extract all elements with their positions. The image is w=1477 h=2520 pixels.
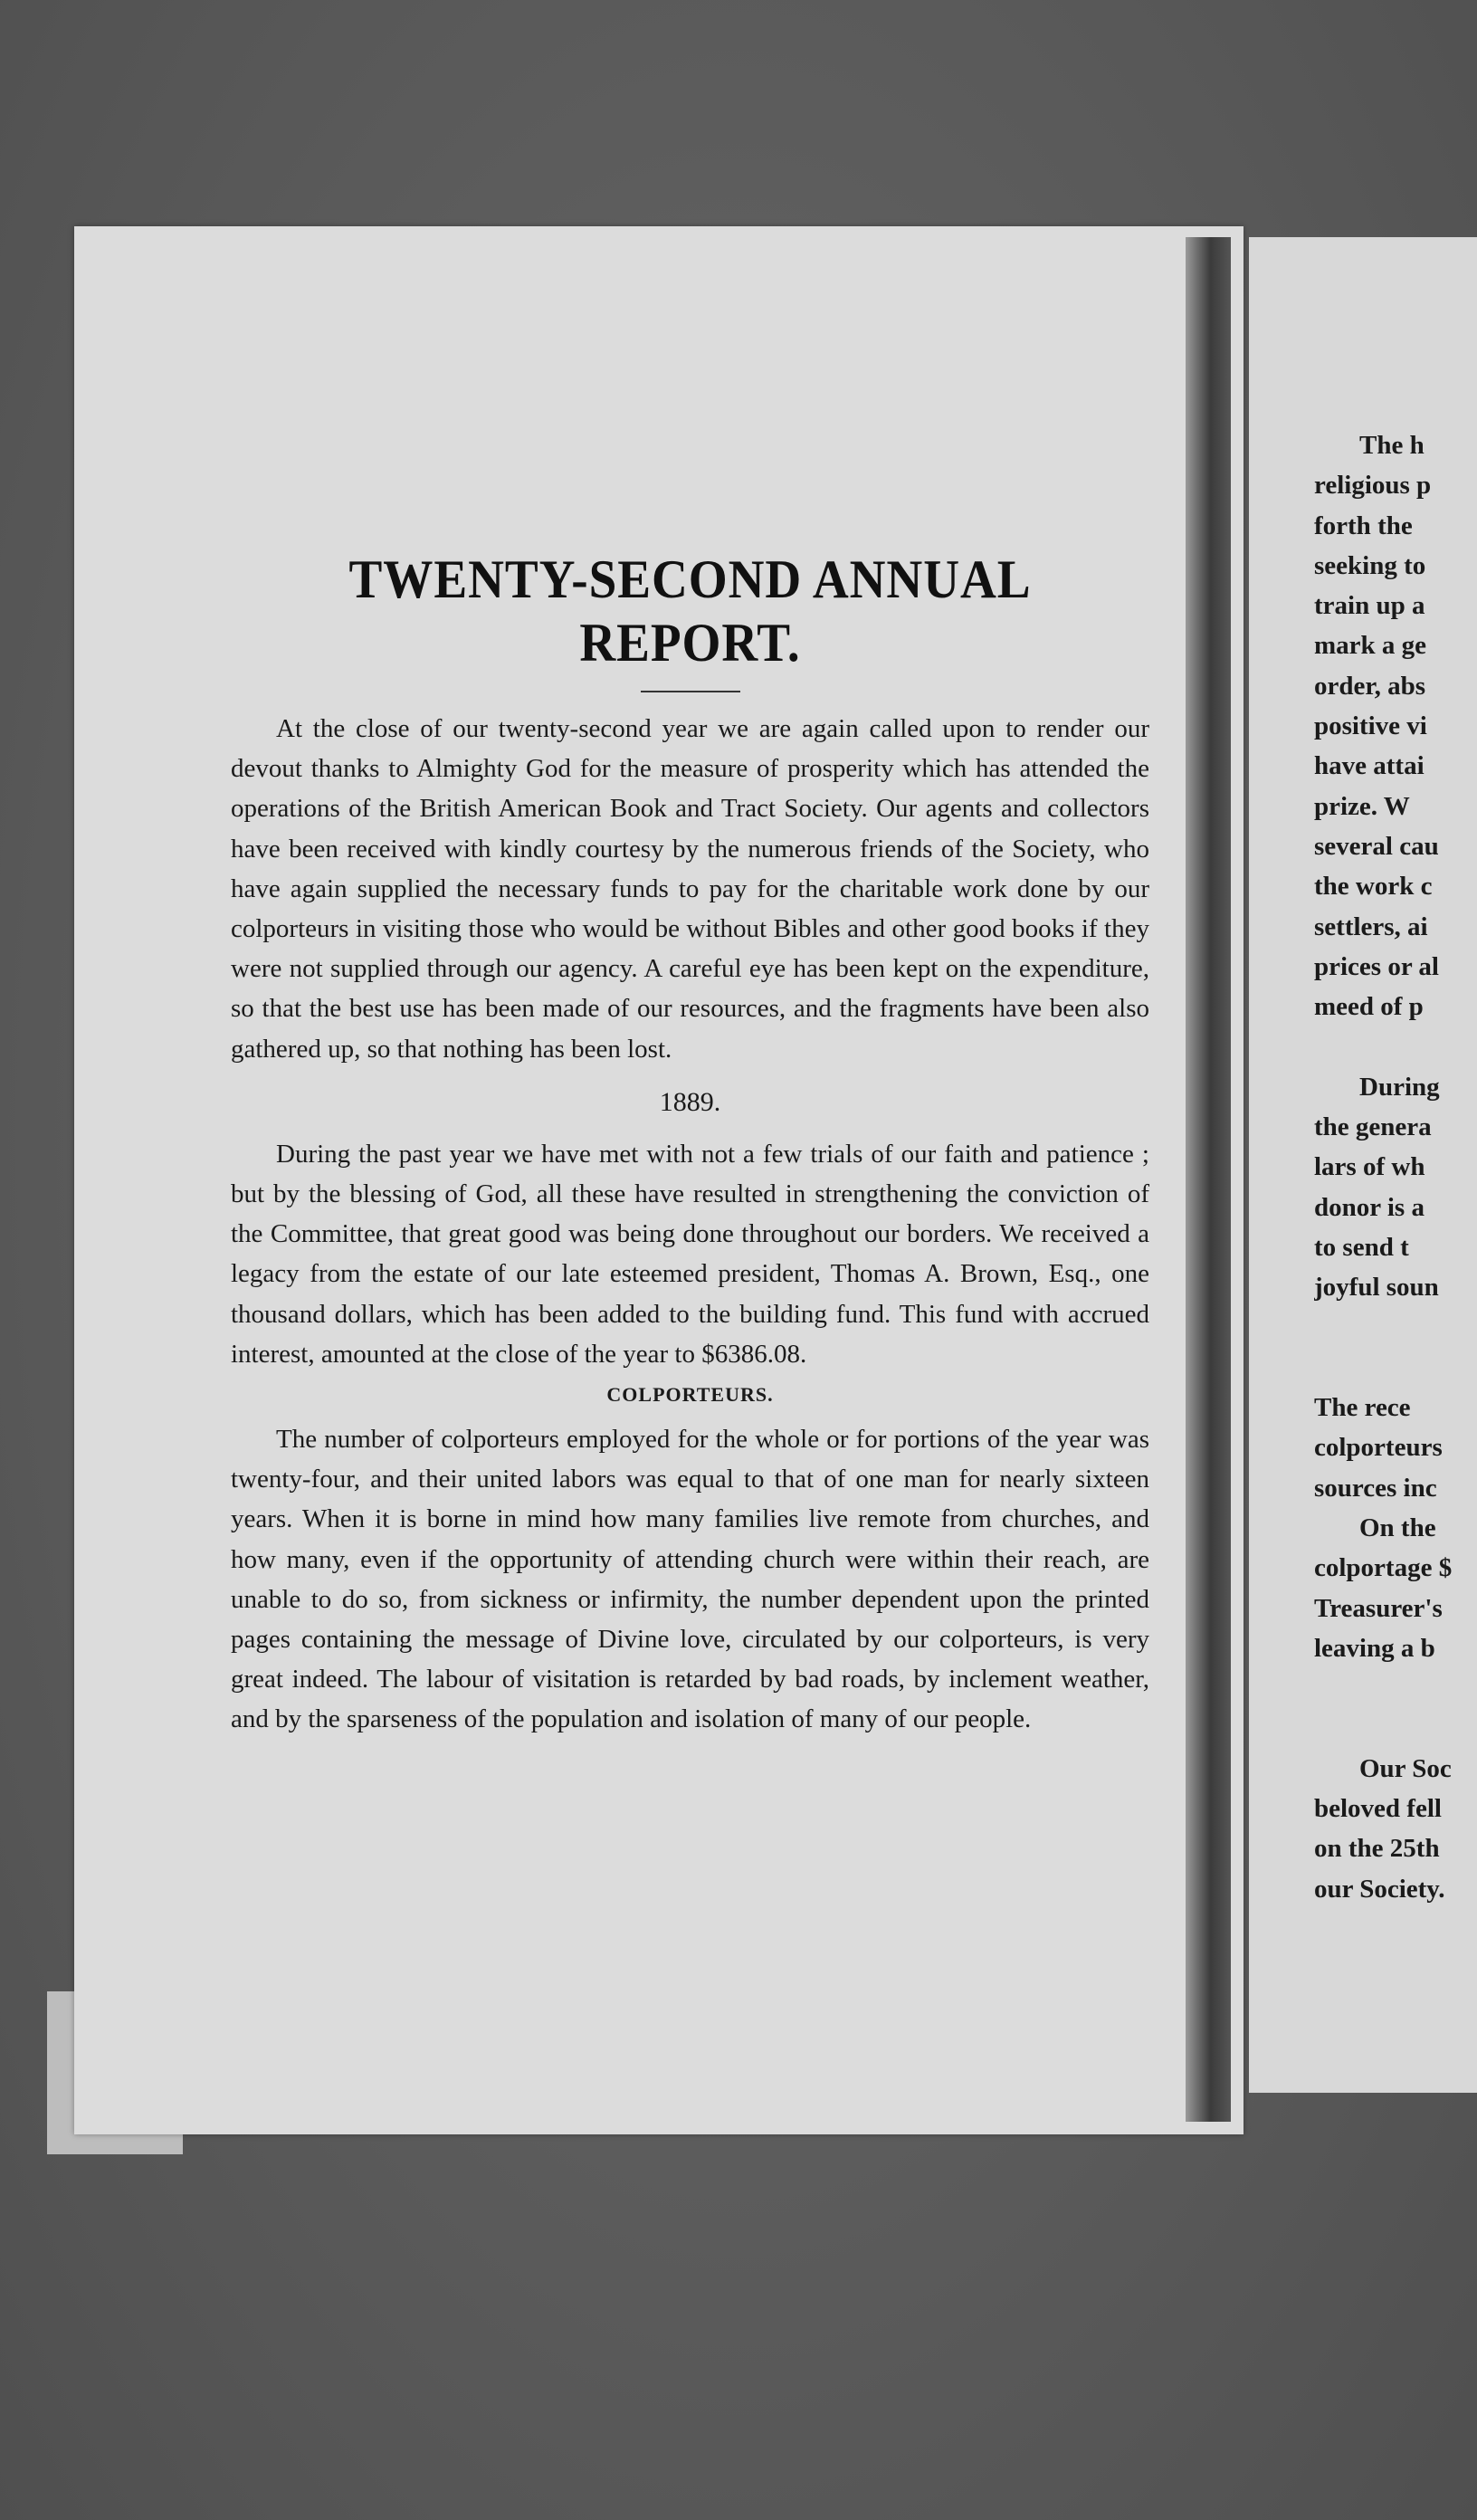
- right-line: positive vi: [1314, 711, 1427, 741]
- right-line: to send t: [1314, 1232, 1409, 1262]
- book-gutter: [1186, 237, 1231, 2122]
- right-line: sources inc: [1314, 1473, 1437, 1503]
- right-line: on the 25th: [1314, 1834, 1440, 1864]
- right-line: the genera: [1314, 1112, 1432, 1142]
- right-line: The h: [1359, 431, 1425, 460]
- intro-paragraph: At the close of our twenty-second year we are again called upon to render our devout thanks to Almighty God for the measure of prosperity which has attended the operations of the British American Book and Tract Society. Our agents and collectors have been received with kindly courtesy by the numerous friends of the Society, who have again supplied the necessary funds to pay for the charitable work done by our colporteurs in visiting those who would be without Bibles and other good books if they were not supplied through our agency. A careful eye has been kept on the expenditure, so that the best use has been made of our resources, and the fragments have been also gathered up, so that nothing has been lost.: [231, 714, 1149, 1064]
- right-line: the work c: [1314, 872, 1433, 902]
- right-line: prices or al: [1314, 951, 1439, 981]
- right-line: colporteurs: [1314, 1433, 1443, 1463]
- year-paragraph: During the past year we have met with not a few trials of our faith and patience ; but by the blessing of God, all these have resulted in strengthening the conviction of the Committee, that great good was being done throughout our borders. We received a legacy from the estate of our late esteemed president, Thomas A. Brown, Esq., one thousand dollars, which has been added to the building fund. This fund with accrued interest, amounted at the close of the year to $6386.08.: [231, 1139, 1149, 1369]
- right-line: The rece: [1314, 1393, 1411, 1423]
- report-title: TWENTY-SECOND ANNUAL REPORT.: [348, 549, 1032, 673]
- right-line: religious p: [1314, 471, 1432, 501]
- colporteurs-paragraph: The number of colporteurs employed for the whole or for portions of the year was twenty-four, and their united labors was equal to that of one man for nearly sixteen years. When it is borne in mind how many families live remote from churches, and how many, even if the opportunity of attending church were within their reach, are unable to do so, from sickness or infirmity, the number dependent upon the printed pages containing the message of Divine love, circulated by our colporteurs, is very great indeed. The labour of visitation is retarded by bad roads, by inclement weather, and by the sparseness of the population and isolation of many of our people.: [231, 1425, 1149, 1734]
- right-line: order, abs: [1314, 671, 1425, 701]
- right-line: colportage $: [1314, 1553, 1453, 1583]
- right-line: have attai: [1314, 751, 1425, 781]
- right-line: joyful soun: [1314, 1273, 1439, 1303]
- year-heading: 1889.: [659, 1086, 721, 1117]
- title-divider: [641, 691, 740, 692]
- right-line: seeking to: [1314, 550, 1426, 580]
- right-line: settlers, ai: [1314, 912, 1428, 941]
- right-line: mark a ge: [1314, 631, 1427, 661]
- right-line: our Society.: [1314, 1874, 1445, 1904]
- left-page-text: [231, 548, 1149, 1740]
- right-line: lars of wh: [1314, 1152, 1425, 1182]
- right-line: beloved fell: [1314, 1794, 1442, 1824]
- right-line: leaving a b: [1314, 1633, 1435, 1663]
- section-heading-colporteurs: COLPORTEURS.: [606, 1383, 774, 1407]
- right-line: prize. W: [1314, 791, 1410, 821]
- right-page-text: [1314, 425, 1477, 1909]
- right-line: several cau: [1314, 831, 1439, 861]
- right-line: forth the: [1314, 511, 1413, 540]
- right-line: meed of p: [1314, 992, 1424, 1022]
- right-line: Treasurer's: [1314, 1593, 1443, 1623]
- right-line: train up a: [1314, 591, 1425, 621]
- right-line: On the: [1359, 1513, 1436, 1543]
- right-line: donor is a: [1314, 1192, 1425, 1222]
- right-line: Our Soc: [1359, 1753, 1452, 1783]
- right-line: During: [1359, 1072, 1440, 1102]
